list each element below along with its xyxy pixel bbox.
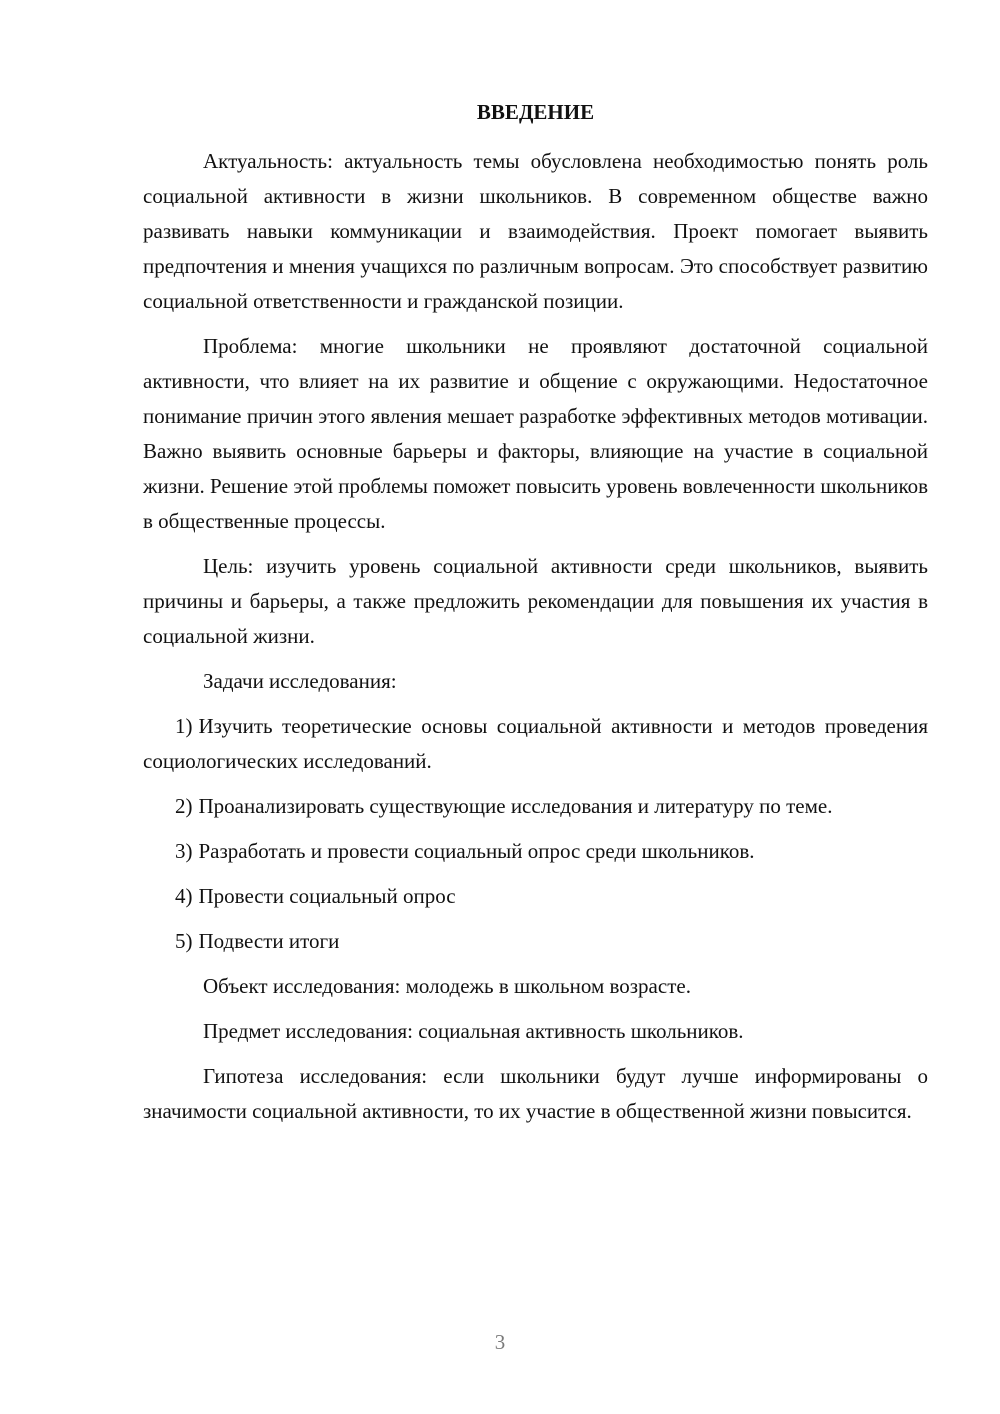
task-text: Провести социальный опрос <box>198 884 456 908</box>
task-number: 3) <box>175 839 193 863</box>
task-text: Проанализировать существующие исследования и литературу по теме. <box>198 794 833 818</box>
tasks-title: Задачи исследования: <box>203 669 397 693</box>
paragraph-hypothesis: Гипотеза исследования: если школьники будут лучше информированы о значимости социальной активности, то их участие в общественной жизни повысится. <box>143 1064 928 1123</box>
task-number: 4) <box>175 884 193 908</box>
task-text: Разработать и провести социальный опрос среди школьников. <box>198 839 755 863</box>
page-number: 3 <box>494 1330 506 1354</box>
paragraph-object: Объект исследования: молодежь в школьном возрасте. <box>203 974 691 998</box>
task-item <box>143 879 928 914</box>
task-item <box>143 789 928 824</box>
paragraph-subject: Предмет исследования: социальная активность школьников. <box>203 1019 744 1043</box>
paragraph-goal: Цель: изучить уровень социальной активности среди школьников, выявить причины и барьеры, а также предложить рекомендации для повышения их участия в социальной жизни. <box>143 554 928 648</box>
paragraph-problem: Проблема: многие школьники не проявляют достаточной социальной активности, что влияет на их развитие и общение с окружающими. Недостаточное понимание причин этого явления мешает разработке эффективных методов мотивации. Важно выявить основные барьеры и факторы, влияющие на участие в социальной жизни. Решение этой проблемы поможет повысить уровень вовлеченности школьников в общественные процессы. <box>143 334 928 533</box>
task-item <box>143 709 928 779</box>
task-text: Подвести итоги <box>198 929 340 953</box>
task-text: Изучить теоретические основы социальной активности и методов проведения социологических исследований. <box>143 714 928 773</box>
task-number: 5) <box>175 929 193 953</box>
paragraph-relevance: Актуальность: актуальность темы обусловлена необходимостью понять роль социальной активности в жизни школьников. В современном обществе важно развивать навыки коммуникации и взаимодействия. Проект помогает выявить предпочтения и мнения учащихся по различным вопросам. Это способствует развитию социальной ответственности и гражданской позиции. <box>143 149 928 313</box>
task-item <box>143 924 928 959</box>
task-number: 2) <box>175 794 193 818</box>
task-number: 1) <box>175 714 193 738</box>
task-item <box>143 834 928 869</box>
intro-heading: ВВЕДЕНИЕ <box>476 100 595 124</box>
